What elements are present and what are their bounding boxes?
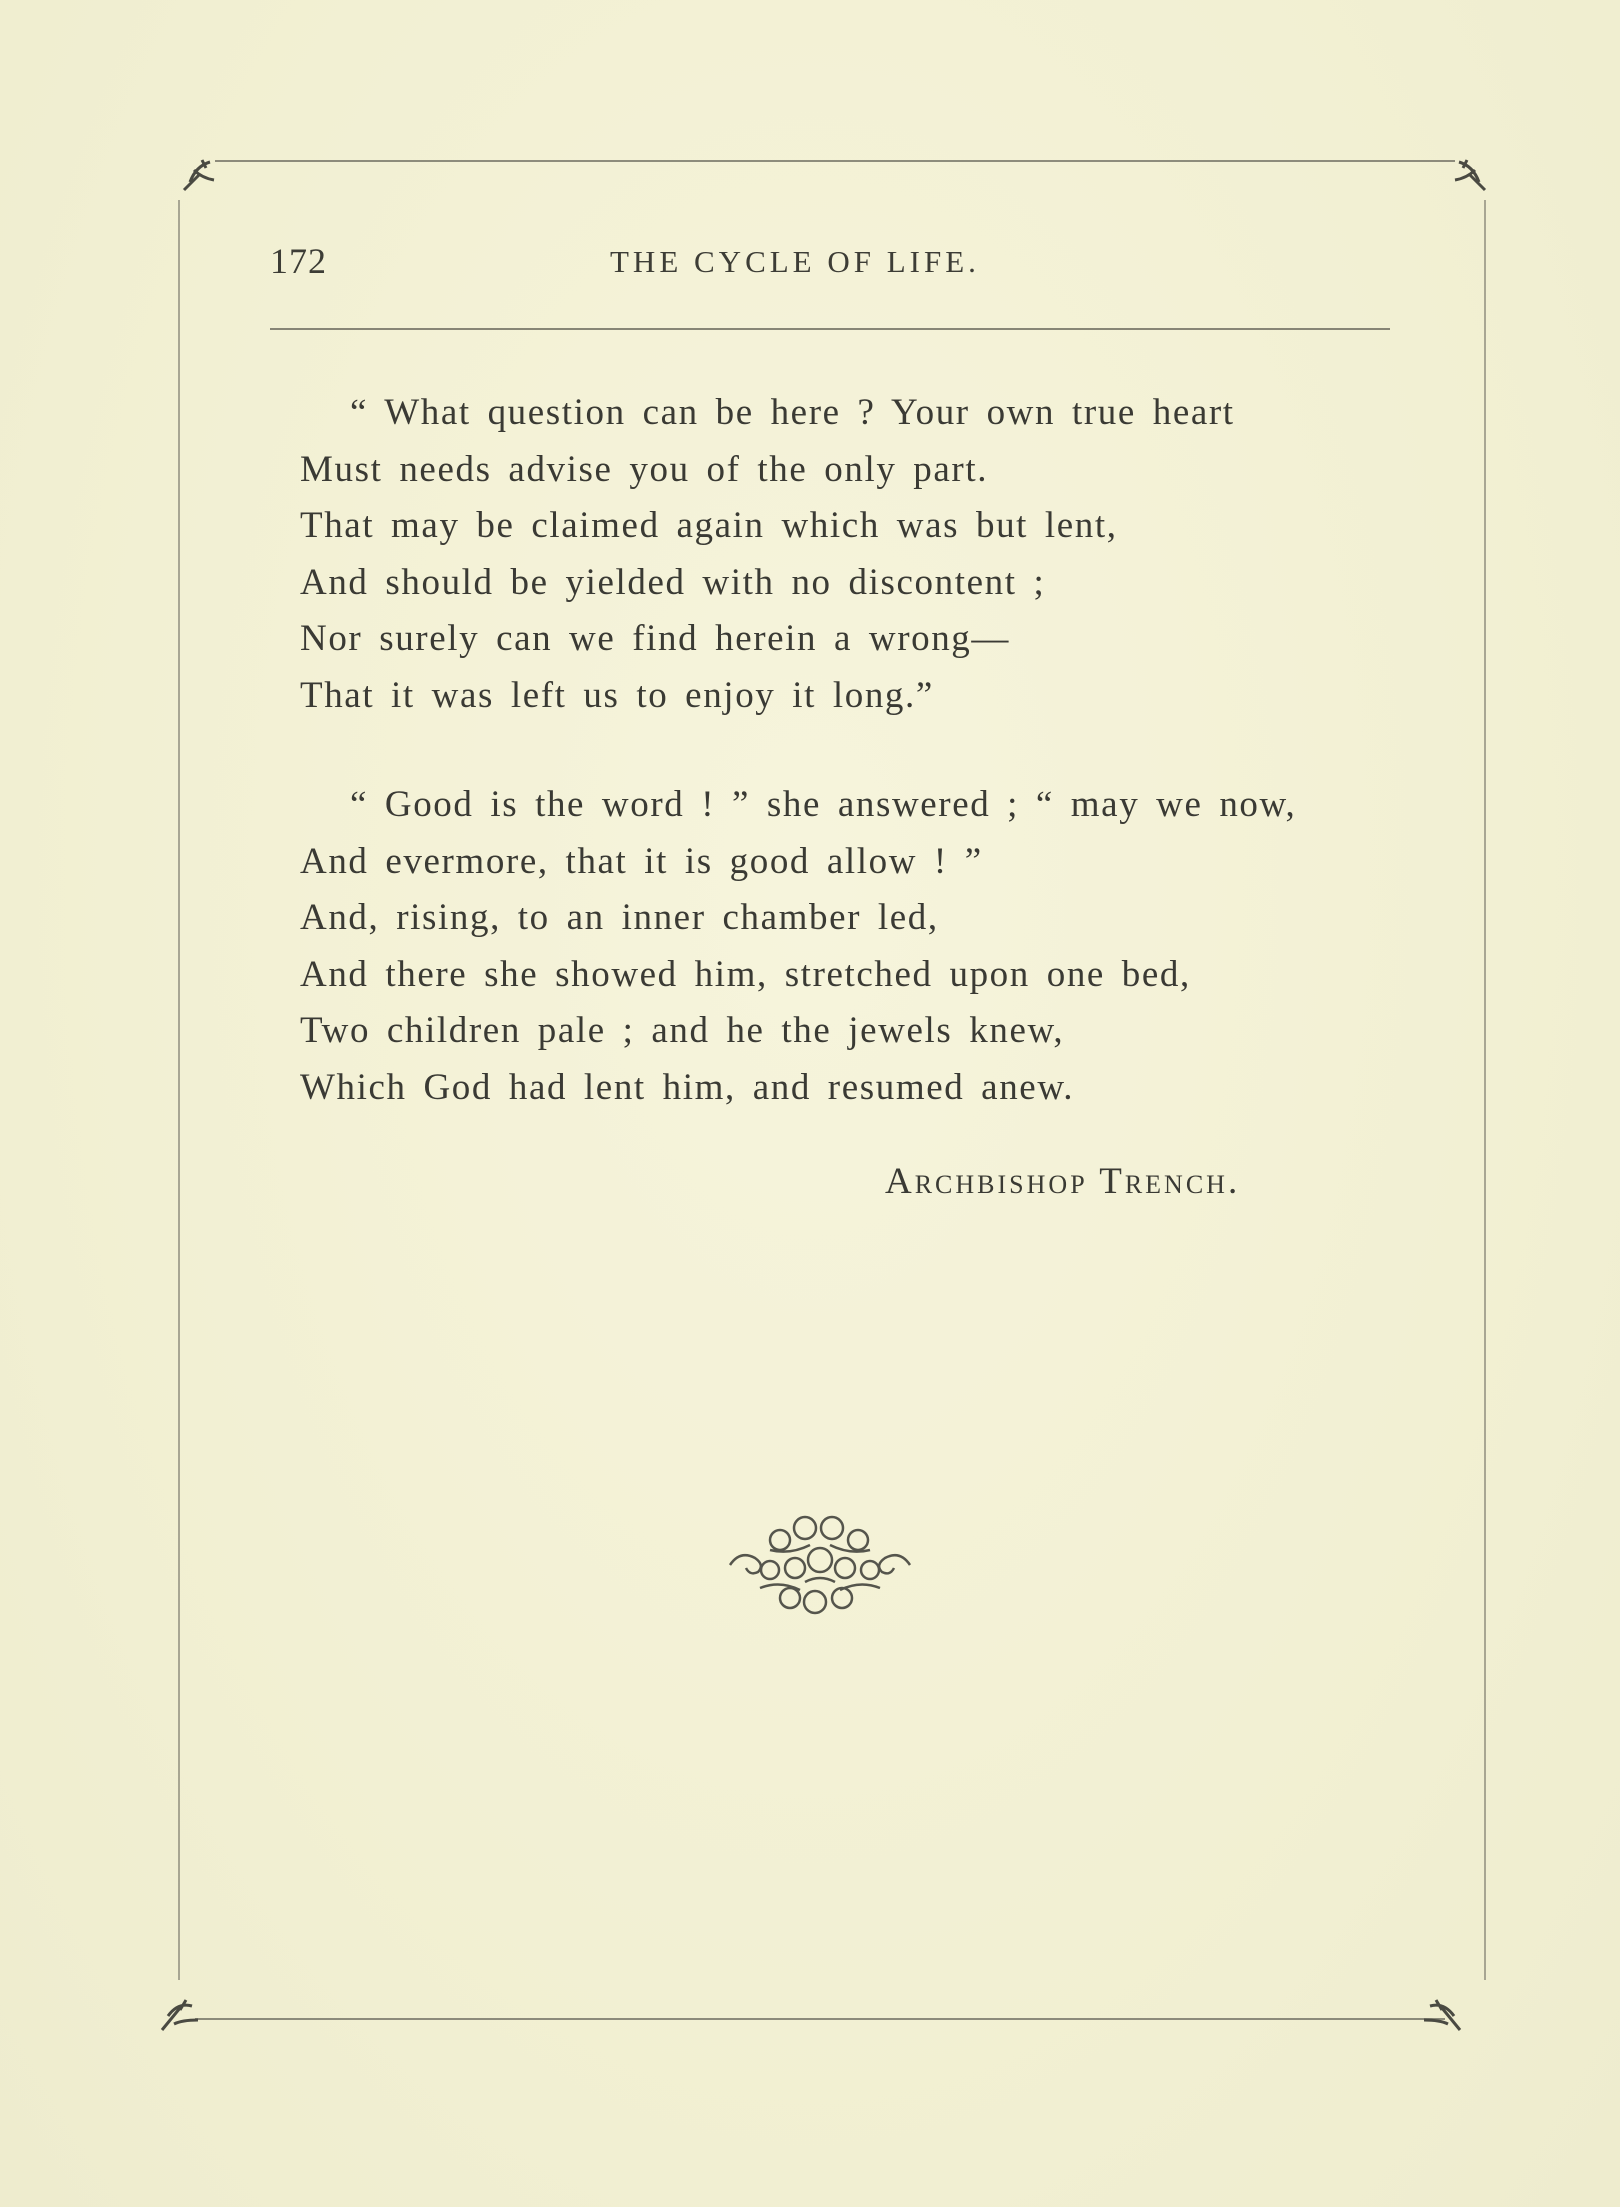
poem-stanza-1 (300, 385, 1440, 724)
page-header (270, 240, 1400, 290)
corner-fleuron-icon (1420, 1990, 1464, 2034)
poem-line: That may be claimed again which was but lent, (300, 505, 1118, 546)
running-title: THE CYCLE OF LIFE. (610, 244, 980, 279)
frame-top-rule (215, 160, 1455, 162)
frame-bottom-rule (195, 2018, 1445, 2020)
poem-line: “ Good is the word ! ” she answered ; “ may we now, (350, 784, 1297, 825)
page-number: 172 (270, 241, 327, 281)
poem-line: And evermore, that it is good allow ! ” (300, 840, 983, 882)
frame-left-rule (178, 200, 180, 1980)
poem-attribution: Archbishop Trench. (885, 1161, 1241, 1202)
corner-fleuron-icon (180, 152, 224, 196)
poem-line: And should be yielded with no discontent ; (300, 561, 1046, 603)
poem-line: “ What question can be here ? Your own true heart (350, 392, 1235, 433)
poem-line: Two children pale ; and he the jewels knew, (300, 1010, 1065, 1051)
poem-line: And, rising, to an inner chamber led, (300, 897, 939, 938)
scroll-ornament-icon (710, 1510, 930, 1620)
corner-fleuron-icon (158, 1990, 202, 2034)
corner-fleuron-icon (1445, 152, 1489, 196)
poem-stanza-2 (300, 777, 1440, 1116)
poem-line: Which God had lent him, and resumed anew. (300, 1066, 1075, 1108)
poem-line: And there she showed him, stretched upon one bed, (300, 953, 1191, 995)
poem-line: That it was left us to enjoy it long.” (300, 674, 934, 716)
frame-right-rule (1484, 200, 1486, 1980)
header-rule (270, 328, 1390, 330)
poem-line: Nor surely can we find herein a wrong— (300, 618, 1011, 659)
poem-line: Must needs advise you of the only part. (300, 448, 989, 490)
